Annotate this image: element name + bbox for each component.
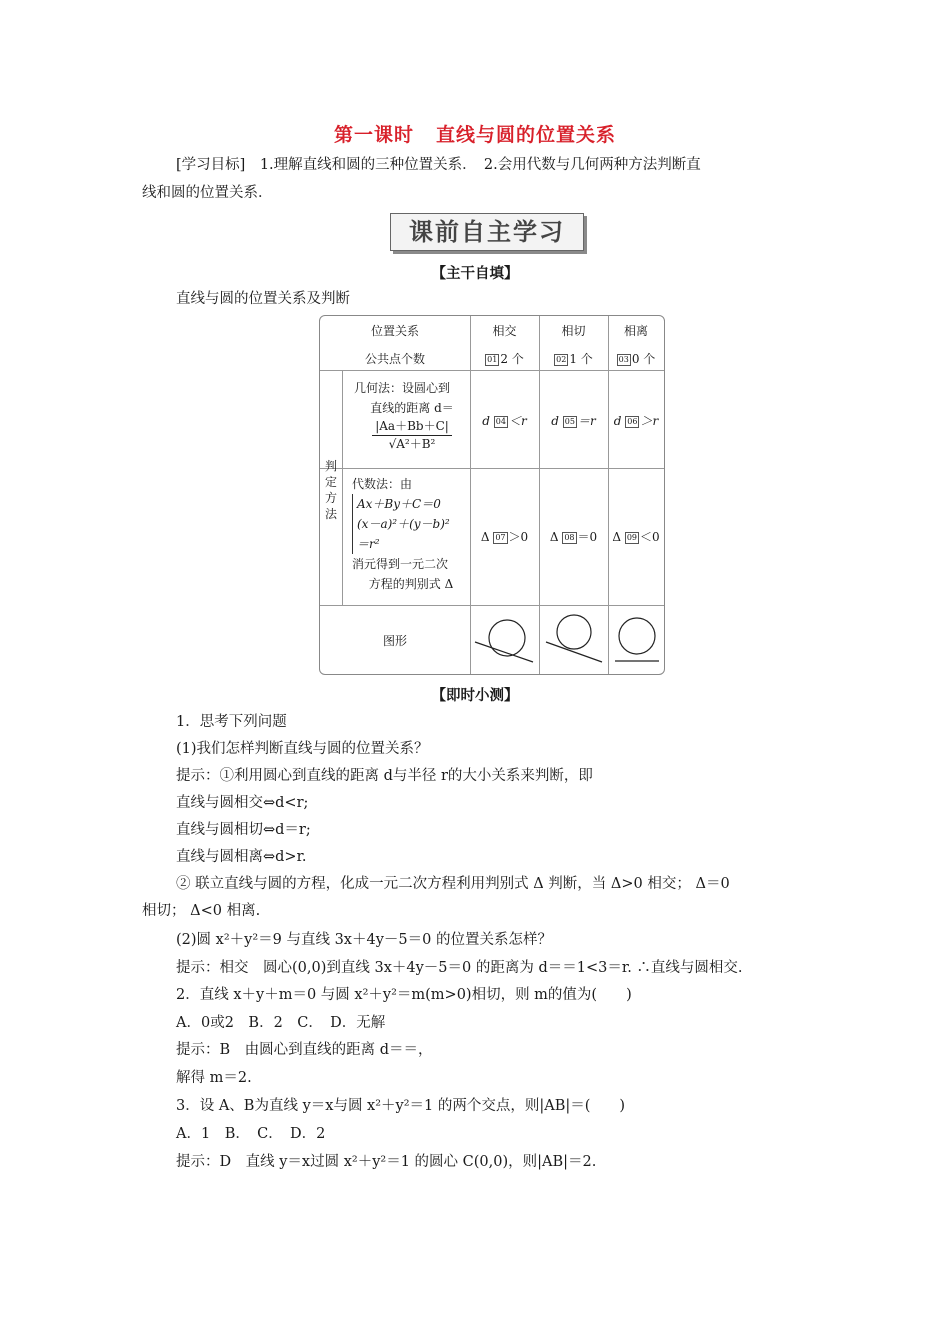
quiz-line: 1．思考下列问题 (176, 714, 287, 730)
quiz-line: 相切； Δ<0 相离. (142, 903, 261, 919)
quiz-line: 2．直线 x＋y＋m＝0 与圆 x²＋y²＝m(m>0)相切，则 m的值为( ) (176, 987, 632, 1003)
learning-objectives-line2: 线和圆的位置关系． (142, 185, 273, 201)
col-head-intersect: 相交 (492, 324, 517, 338)
count-separate: 03 0 个 (618, 352, 656, 366)
geo-separate: d 06 ＞r (613, 414, 659, 428)
section-banner: 课前自主学习 (390, 213, 584, 251)
figure-tangent (540, 606, 608, 672)
count-tangent: 02 1 个 (556, 352, 593, 366)
quiz-line: 解得 m＝2. (176, 1070, 252, 1086)
quiz-line: 提示：相交 圆心(0,0)到直线 3x＋4y－5＝0 的距离为 d＝＝1<3＝r. ∴直线与圆相交. (176, 960, 743, 976)
alg-intersect: Δ 07 ＞0 (480, 530, 529, 544)
figure-intersect (471, 606, 539, 672)
lesson-title-part2: 直线与圆的位置关系 (436, 124, 617, 146)
col-head-tangent: 相切 (561, 324, 586, 338)
quiz-line: 提示：B 由圆心到直线的距离 d＝＝， (176, 1042, 433, 1058)
geo-tangent: d 05 ＝r (551, 414, 596, 428)
figure-label: 图形 (382, 634, 407, 648)
count-intersect: 01 2 个 (487, 352, 524, 366)
alg-tangent: Δ 08 ＝0 (549, 530, 598, 544)
quiz-line: A．1 B． C． D．2 (176, 1126, 326, 1142)
quiz-line: (2)圆 x²＋y²＝9 与直线 3x＋4y－5＝0 的位置关系怎样？ (176, 932, 552, 948)
quiz-line: ② 联立直线与圆的方程，化成一元二次方程利用判别式 Δ 判断，当 Δ>0 相交； Δ＝0 (176, 876, 730, 892)
geometry-method: 几何法：设圆心到 直线的距离 d＝ |Aa＋Bb＋C| √A²＋B² (354, 381, 454, 451)
lesson-title-part1: 第一课时 (333, 124, 414, 146)
row-label-relation: 位置关系 (370, 324, 419, 338)
quiz-line: 3．设 A、B为直线 y＝x与圆 x²＋y²＝1 的两个交点，则|AB|＝( ) (176, 1098, 626, 1114)
quiz-line: 提示：①利用圆心到直线的距离 d与半径 r的大小关系来判断，即 (176, 768, 593, 784)
quiz-line: 直线与圆相离⇔d>r. (176, 849, 307, 865)
section-heading-quiz: 【即时小测】 (431, 688, 519, 704)
quiz-line: 直线与圆相交⇔d<r; (176, 795, 309, 811)
quiz-line: (1)我们怎样判断直线与圆的位置关系？ (176, 741, 429, 757)
side-label-method: 判 定 方 法 (324, 459, 337, 521)
learning-objectives-line1: [学习目标] 1.理解直线和圆的三种位置关系． 2.会用代数与几何两种方法判断直 (176, 157, 701, 173)
alg-separate: Δ 09 ＜0 (612, 530, 660, 544)
position-relation-table (319, 315, 665, 675)
geo-intersect: d 04 ＜r (482, 414, 527, 428)
quiz-line: 直线与圆相切⇔d＝r; (176, 822, 311, 838)
col-head-separate: 相离 (623, 324, 648, 338)
figure-separate (609, 606, 664, 672)
quiz-line: A．0或2 B．2 C． D．无解 (176, 1015, 386, 1031)
section-heading-fill: 【主干自填】 (431, 266, 519, 282)
quiz-line: 提示：D 直线 y＝x过圆 x²＋y²＝1 的圆心 C(0,0)，则|AB|＝2. (176, 1154, 597, 1170)
lesson-title (0, 120, 950, 147)
table-caption: 直线与圆的位置关系及判断 (176, 291, 350, 307)
algebra-method: 代数法：由 Ax＋By＋C＝0 (x－a)²＋(y－b)² ＝r² 消元得到一元二次 方程的判别式 Δ (352, 474, 470, 594)
row-label-common-points: 公共点个数 (364, 352, 425, 366)
